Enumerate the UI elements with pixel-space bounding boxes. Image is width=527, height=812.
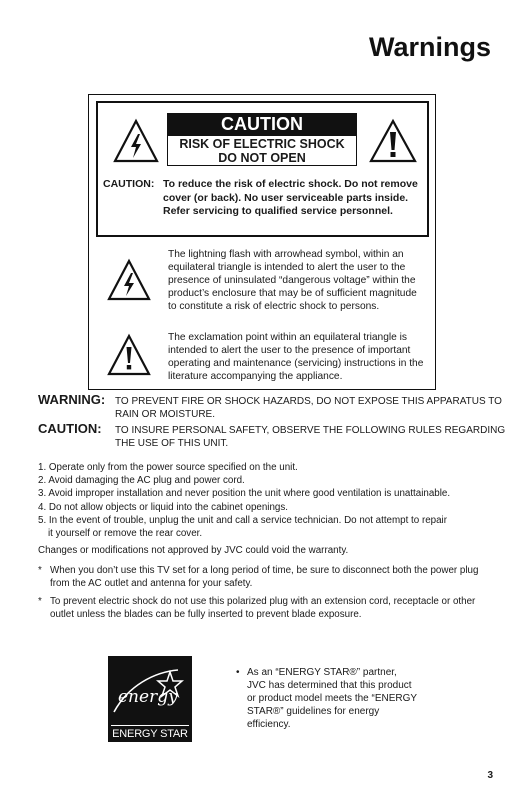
- asterisk-icon: *: [38, 565, 42, 576]
- caution-heading: CAUTION: [167, 113, 357, 135]
- asterisk-icon: *: [38, 596, 42, 607]
- page-title: Warnings: [368, 32, 491, 62]
- list-item-continuation: it yourself or remove the rear cover.: [48, 528, 203, 540]
- caution-subheading: [167, 135, 357, 166]
- exclamation-symbol-icon: [107, 333, 151, 377]
- exclamation-warning-icon: [369, 118, 417, 164]
- exclamation-description: The exclamation point within an equilateral triangle is intended to alert the user to the presence of important operating and maintenance (servicing) instructions in the literature accompanying the appliance.: [168, 332, 424, 382]
- list-item: 4. Do not allow objects or liquid into the cabinet openings.: [38, 501, 288, 513]
- list-item: 5. In the event of trouble, unplug the unit and call a service technician. Do not attempt to repair: [38, 514, 447, 526]
- warning-label: WARNING:: [38, 392, 106, 407]
- caution-subheading-line2: DO NOT OPEN: [218, 151, 306, 165]
- changes-notice: Changes or modifications not approved by JVC could void the warranty.: [38, 545, 349, 556]
- caution-label: CAUTION:: [38, 421, 102, 436]
- note-text: To prevent electric shock do not use this polarized plug with an extension cord, receptacle or other outlet unless the blades can be fully inserted to prevent blade exposure.: [50, 596, 476, 620]
- list-item: 2. Avoid damaging the AC plug and power cord.: [38, 475, 245, 487]
- energy-star-emblem-icon: [108, 656, 192, 726]
- caution-box-label: CAUTION:: [103, 178, 155, 190]
- lightning-warning-icon: [113, 118, 159, 164]
- list-item: 3. Avoid improper installation and never position the unit where good ventilation is unattainable.: [38, 488, 451, 500]
- logo-divider: [111, 725, 189, 726]
- caution-box-text: To reduce the risk of electric shock. Do not remove cover (or back). No user serviceable parts inside. Refer servicing to qualified service personnel.: [163, 178, 418, 218]
- page-number: 3: [487, 770, 493, 781]
- caution-text: TO INSURE PERSONAL SAFETY, OBSERVE THE FOLLOWING RULES REGARDING THE USE OF THIS UNIT.: [115, 425, 506, 449]
- note-text: When you don’t use this TV set for a long period of time, be sure to disconnect both the power plug from the AC outlet and antenna for your safety.: [50, 565, 479, 589]
- warning-text: TO PREVENT FIRE OR SHOCK HAZARDS, DO NOT EXPOSE THIS APPARATUS TO RAIN OR MOISTURE.: [115, 396, 502, 420]
- energy-star-text: As an “ENERGY STAR®” partner, JVC has determined that this product or product model meets the “ENERGY STAR®” guidelines for energy efficiency.: [247, 667, 417, 730]
- list-item: 1. Operate only from the power source specified on the unit.: [38, 462, 298, 473]
- lightning-description: The lightning flash with arrowhead symbol, within an equilateral triangle is intended to alert the user to the presence of uninsulated “dangerous voltage” within the product’s enclosure that may be of sufficient magnitude to constitute a risk of electric shock to persons.: [168, 249, 417, 312]
- lightning-symbol-icon: [107, 258, 151, 302]
- caution-subheading-line1: RISK OF ELECTRIC SHOCK: [179, 137, 345, 151]
- energy-star-label: ENERGY STAR: [112, 728, 188, 740]
- energy-script: energy: [118, 687, 178, 707]
- energy-star-logo: [108, 656, 192, 742]
- bullet-icon: •: [236, 667, 240, 678]
- rules-list: [38, 461, 498, 540]
